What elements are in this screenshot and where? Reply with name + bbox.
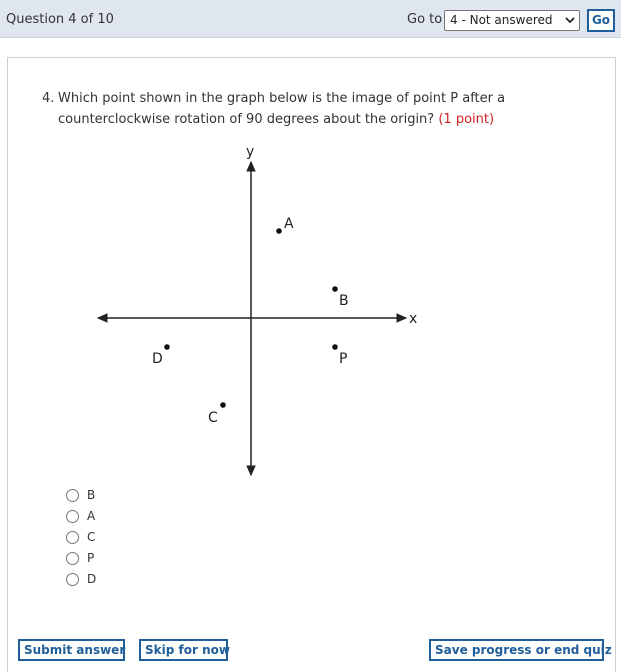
point-c-marker bbox=[220, 402, 226, 408]
radio-button[interactable] bbox=[66, 573, 79, 586]
skip-button[interactable]: Skip for now bbox=[139, 639, 228, 661]
goto-label: Go to bbox=[407, 12, 443, 27]
quiz-header bbox=[0, 0, 621, 38]
radio-button[interactable] bbox=[66, 552, 79, 565]
option-c[interactable] bbox=[66, 529, 186, 550]
point-b-label: B bbox=[339, 293, 349, 309]
question-prompt bbox=[42, 88, 602, 130]
point-a-label: A bbox=[284, 216, 294, 232]
radio-button[interactable] bbox=[66, 531, 79, 544]
option-label: D bbox=[87, 572, 97, 586]
option-label: B bbox=[87, 488, 96, 502]
submit-answer-button[interactable]: Submit answer bbox=[18, 639, 125, 661]
option-label: A bbox=[87, 509, 96, 523]
option-a[interactable] bbox=[66, 508, 186, 529]
point-p-label: P bbox=[339, 351, 348, 367]
option-p[interactable] bbox=[66, 550, 186, 571]
go-button[interactable]: Go bbox=[587, 9, 615, 32]
goto-question-select[interactable] bbox=[444, 10, 580, 31]
option-label: C bbox=[87, 530, 96, 544]
radio-button[interactable] bbox=[66, 510, 79, 523]
answer-options bbox=[66, 487, 186, 592]
question-number: 4. bbox=[42, 91, 55, 106]
point-a-marker bbox=[276, 228, 282, 234]
option-b[interactable] bbox=[66, 487, 186, 508]
goto-selected-value: 4 - Not answered bbox=[450, 13, 553, 27]
y-axis-label: y bbox=[246, 144, 255, 160]
question-points: (1 point) bbox=[438, 112, 495, 127]
point-d-marker bbox=[164, 344, 170, 350]
question-counter: Question 4 of 10 bbox=[6, 12, 114, 27]
point-b-marker bbox=[332, 286, 338, 292]
question-text: Which point shown in the graph below is the image of point P after a counterclockwise rotation of 90 degrees about the origin? bbox=[58, 91, 506, 127]
coordinate-graph bbox=[90, 140, 430, 480]
point-d-label: D bbox=[152, 351, 163, 367]
point-c-label: C bbox=[208, 410, 218, 426]
x-axis-label: x bbox=[409, 311, 418, 327]
save-progress-button[interactable]: Save progress or end quiz bbox=[429, 639, 604, 661]
chevron-down-icon bbox=[565, 15, 575, 25]
radio-button[interactable] bbox=[66, 489, 79, 502]
option-label: P bbox=[87, 551, 95, 565]
point-p-marker bbox=[332, 344, 338, 350]
option-d[interactable] bbox=[66, 571, 186, 592]
